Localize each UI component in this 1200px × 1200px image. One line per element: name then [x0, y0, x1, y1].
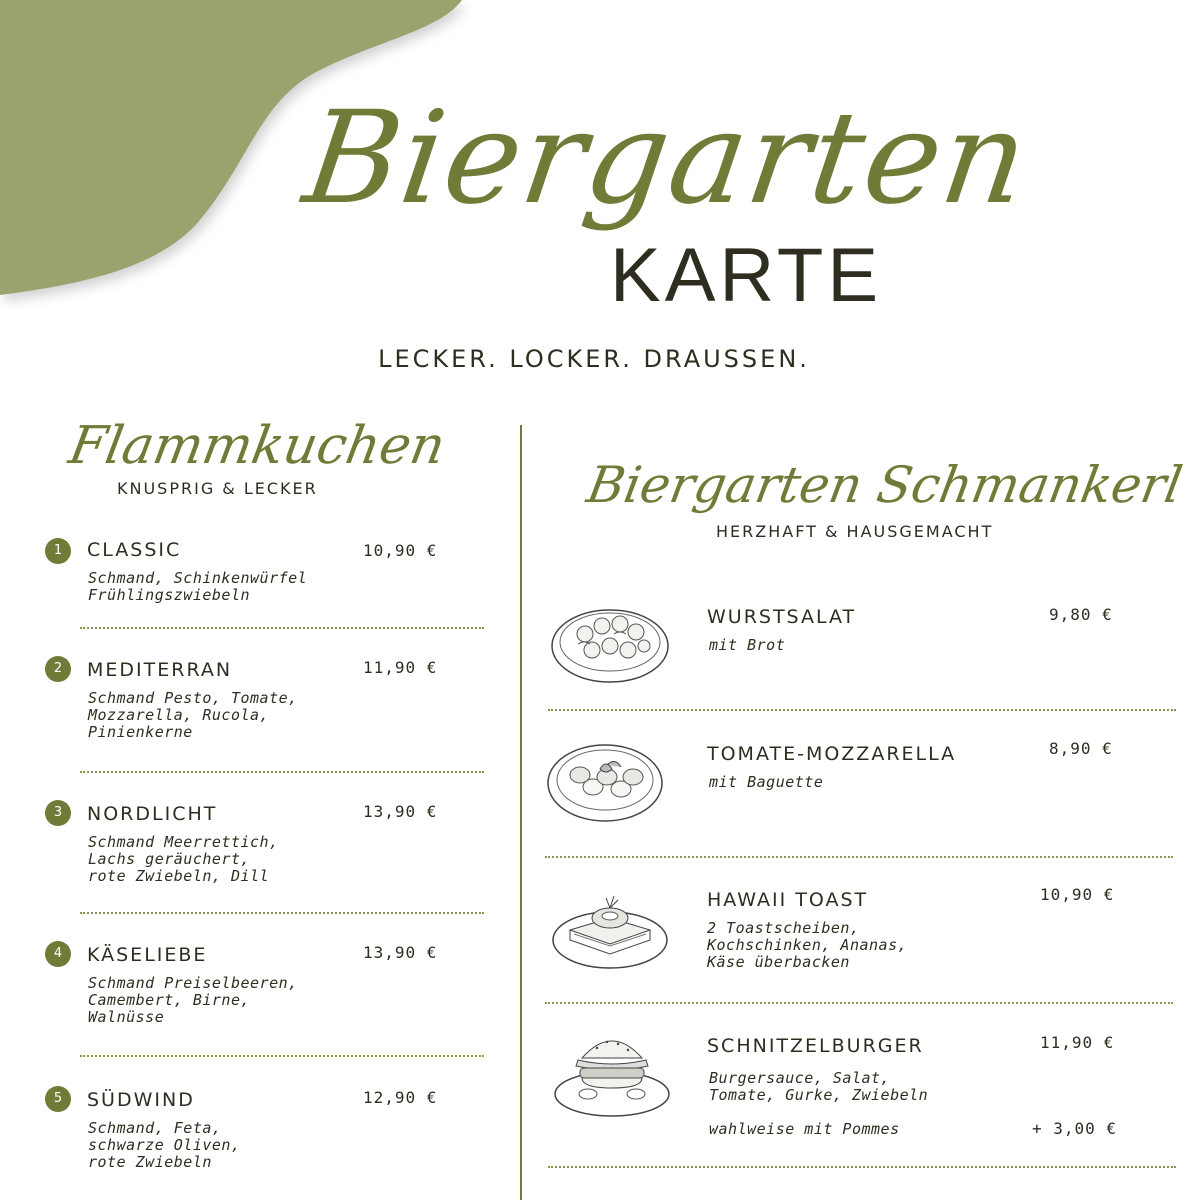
- menu-item-price: 10,90 €: [363, 541, 438, 560]
- item-number-badge: 2: [45, 656, 71, 682]
- menu-item-extra-price: + 3,00 €: [1032, 1119, 1118, 1138]
- menu-item-description: Schmand, Schinkenwürfel Frühlingszwiebeln: [88, 569, 308, 604]
- menu-item-price: 9,80 €: [1049, 605, 1113, 624]
- menu-item-description: Burgersauce, Salat, Tomate, Gurke, Zwiebeln: [709, 1069, 929, 1104]
- menu-item-price: 13,90 €: [363, 802, 438, 821]
- menu-item-description: mit Baguette: [709, 773, 824, 791]
- dotted-separator: [548, 1166, 1176, 1168]
- menu-item-description: Schmand Preiselbeeren, Camembert, Birne, Walnüsse: [88, 974, 298, 1026]
- menu-item-price: 8,90 €: [1049, 739, 1113, 758]
- dotted-separator: [80, 912, 484, 914]
- menu-item-name: KÄSELIEBE: [87, 944, 208, 966]
- menu-item-name: SÜDWIND: [87, 1089, 195, 1111]
- menu-item-price: 12,90 €: [363, 1088, 438, 1107]
- menu-item-extra-label: wahlweise mit Pommes: [709, 1120, 900, 1138]
- dotted-separator: [80, 627, 484, 629]
- schmankerl-subtitle: HERZHAFT & HAUSGEMACHT: [716, 522, 994, 541]
- menu-item-name: HAWAII TOAST: [707, 889, 869, 911]
- menu-item-price: 11,90 €: [363, 658, 438, 677]
- tagline: LECKER. LOCKER. DRAUSSEN.: [378, 345, 810, 373]
- item-number-badge: 3: [45, 800, 71, 826]
- item-number-badge: 1: [45, 538, 71, 564]
- menu-item-name: CLASSIC: [87, 539, 182, 561]
- menu-item-description: Schmand Pesto, Tomate, Mozzarella, Rucola, Pinienkerne: [88, 689, 298, 741]
- menu-item-name: MEDITERRAN: [87, 659, 233, 681]
- menu-item-description: Schmand, Feta, schwarze Oliven, rote Zwiebeln: [88, 1119, 241, 1171]
- flammkuchen-heading: Flammkuchen: [64, 416, 450, 476]
- burger-icon: [552, 1028, 672, 1118]
- dotted-separator: [80, 1055, 484, 1057]
- menu-item-name: WURSTSALAT: [707, 606, 857, 628]
- menu-item-price: 10,90 €: [1040, 885, 1115, 904]
- item-number-badge: 4: [45, 941, 71, 967]
- title-karte: KARTE: [610, 233, 883, 318]
- column-divider: [520, 425, 522, 1200]
- dotted-separator: [545, 856, 1173, 858]
- title-script: Biergarten: [296, 84, 1039, 233]
- tomato-mozzarella-icon: [545, 735, 665, 825]
- sausage-salad-icon: [550, 596, 670, 686]
- item-number-badge: 5: [45, 1086, 71, 1112]
- flammkuchen-subtitle: KNUSPRIG & LECKER: [117, 479, 318, 498]
- dotted-separator: [545, 1002, 1173, 1004]
- menu-item-price: 13,90 €: [363, 943, 438, 962]
- menu-item-name: NORDLICHT: [87, 803, 218, 825]
- menu-item-price: 11,90 €: [1040, 1033, 1115, 1052]
- menu-item-description: 2 Toastscheiben, Kochschinken, Ananas, Käse überbacken: [707, 919, 908, 971]
- menu-item-description: Schmand Meerrettich, Lachs geräuchert, rote Zwiebeln, Dill: [88, 833, 279, 885]
- schmankerl-heading: Biergarten Schmankerl: [582, 456, 1187, 514]
- menu-item-description: mit Brot: [709, 636, 786, 654]
- hawaii-toast-icon: [550, 882, 670, 972]
- dotted-separator: [80, 771, 484, 773]
- menu-item-name: TOMATE-MOZZARELLA: [707, 743, 957, 765]
- menu-item-name: SCHNITZELBURGER: [707, 1035, 924, 1057]
- dotted-separator: [548, 709, 1176, 711]
